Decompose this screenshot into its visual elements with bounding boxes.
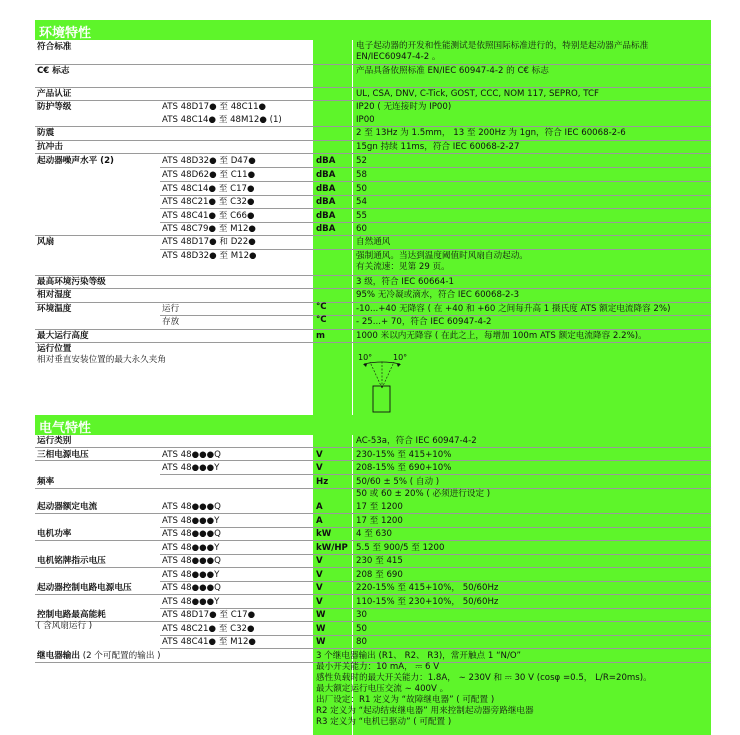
protection-value-2: IP00 bbox=[356, 115, 375, 125]
noise-unit: dBA bbox=[316, 197, 336, 207]
vibration-value: 2 至 13Hz 为 1.5mm， 13 至 200Hz 为 1gn，符合 IEC 60068-2-6 bbox=[356, 128, 626, 138]
control-voltage-model-1: ATS 48●●●Q bbox=[162, 583, 221, 593]
relay-line: 感性负载时的最大开关能力：1.8A， ∼ 230V 和 ⎓ 30 V (cosφ =0.5， L/R=20ms)。 bbox=[316, 673, 652, 683]
consumption-model: ATS 48D17● 至 C17● bbox=[162, 610, 256, 620]
noise-value: 54 bbox=[356, 197, 367, 207]
relay-label-sub: (2 个可配置的输出 ) bbox=[82, 651, 161, 661]
fan-model-2: ATS 48D32● 至 M12● bbox=[162, 251, 257, 261]
control-voltage-value-2: 110-15% 至 230+10%， 50/60Hz bbox=[356, 597, 499, 607]
noise-value: 60 bbox=[356, 224, 367, 234]
fan-value-1: 自然通风 bbox=[356, 237, 391, 247]
row-label-temperature: 环境温度 bbox=[37, 304, 72, 314]
noise-unit: dBA bbox=[316, 156, 336, 166]
row-label-consumption: 控制电路最高能耗 bbox=[37, 610, 106, 620]
rated-current-model-1: ATS 48●●●Q bbox=[162, 502, 221, 512]
section-title: 环境特性 bbox=[39, 26, 92, 41]
control-voltage-value-1: 220-15% 至 415+10%， 50/60Hz bbox=[356, 583, 499, 593]
row-label-shock: 抗冲击 bbox=[37, 142, 63, 152]
row-label-humidity: 相对湿度 bbox=[37, 290, 72, 300]
control-voltage-unit-1: V bbox=[316, 583, 323, 593]
row-label-motor-power: 电机功率 bbox=[37, 529, 72, 539]
nameplate-voltage-model-2: ATS 48●●●Y bbox=[162, 570, 220, 580]
noise-unit: dBA bbox=[316, 211, 336, 221]
consumption-note: ( 含风扇运行 ) bbox=[37, 621, 93, 631]
fan-value-2a: 强制通风。当达到温度阈值时风扇自动起动。 bbox=[356, 251, 528, 261]
consumption-value: 50 bbox=[356, 624, 367, 634]
nameplate-voltage-value-1: 230 至 415 bbox=[356, 556, 403, 566]
temperature-value-1: -10...+40 无降容 ( 在 +40 和 +60 之间每升高 1 摄氏度 ATS 额定电流降容 2%) bbox=[356, 304, 671, 314]
noise-value: 58 bbox=[356, 170, 367, 180]
noise-model: ATS 48C14● 至 C17● bbox=[162, 184, 255, 194]
protection-value-1: IP20 ( 无连接时为 IP00) bbox=[356, 102, 452, 112]
motor-power-model-1: ATS 48●●●Q bbox=[162, 529, 221, 539]
rated-current-unit-2: A bbox=[316, 516, 323, 526]
noise-model: ATS 48C79● 至 M12● bbox=[162, 224, 256, 234]
relay-line: 最大额定运行电压交流 ∼ 400V 。 bbox=[316, 684, 449, 694]
row-label-standards: 符合标准 bbox=[37, 42, 72, 52]
section-title: 电气特性 bbox=[39, 421, 92, 436]
row-label-position: 运行位置 bbox=[37, 344, 72, 354]
section-header-environment bbox=[35, 20, 711, 40]
consumption-model: ATS 48C41● 至 M12● bbox=[162, 637, 256, 647]
relay-line: 出厂设定：R1 定义为 “故障继电器” ( 可配置 ) bbox=[316, 695, 495, 705]
row-label-relay bbox=[37, 651, 161, 662]
row-label-certification: 产品认证 bbox=[37, 89, 72, 99]
protection-model-1: ATS 48D17● 至 48C11● bbox=[162, 102, 267, 112]
frequency-value-2: 50 或 60 ± 20% ( 必须进行设定 ) bbox=[356, 489, 491, 499]
angle-label-left: 10° bbox=[358, 353, 373, 362]
control-voltage-unit-2: V bbox=[316, 597, 323, 607]
row-label-control-voltage: 起动器控制电路电源电压 bbox=[37, 583, 132, 593]
motor-power-value-1: 4 至 630 bbox=[356, 529, 392, 539]
noise-model: ATS 48D62● 至 C11● bbox=[162, 170, 256, 180]
ce-mark-value: 产品具备依照标准 EN/IEC 60947-4-2 的 C€ 标志 bbox=[356, 66, 549, 76]
relay-line: R2 定义为 “起动结束继电器” 用来控制起动器旁路继电器 bbox=[316, 706, 534, 716]
temperature-unit-1: °C bbox=[316, 302, 327, 312]
rated-current-model-2: ATS 48●●●Y bbox=[162, 516, 220, 526]
relay-line: R3 定义为 “电机已驱动” ( 可配置 ) bbox=[316, 717, 452, 727]
fan-value-2b: 有关流速：见第 29 页。 bbox=[356, 262, 450, 272]
noise-unit: dBA bbox=[316, 184, 336, 194]
motor-power-unit-2: kW/HP bbox=[316, 543, 348, 553]
temperature-sub-operation: 运行 bbox=[162, 304, 180, 314]
row-label-rated-current: 起动器额定电流 bbox=[37, 502, 98, 512]
row-label-altitude: 最大运行高度 bbox=[37, 331, 89, 341]
row-label-pollution: 最高环境污染等级 bbox=[37, 277, 106, 287]
rated-current-value-2: 17 至 1200 bbox=[356, 516, 403, 526]
row-label-fan: 风扇 bbox=[37, 237, 55, 247]
certification-value: UL, CSA, DNV, C-Tick, GOST, CCC, NOM 117, SEPRO, TCF bbox=[356, 89, 599, 99]
position-subtitle: 相对垂直安装位置的最大永久夹角 bbox=[37, 355, 166, 365]
nameplate-voltage-model-1: ATS 48●●●Q bbox=[162, 556, 221, 566]
nameplate-voltage-unit-1: V bbox=[316, 556, 323, 566]
motor-power-unit-1: kW bbox=[316, 529, 332, 539]
consumption-unit: W bbox=[316, 637, 326, 647]
row-label-vibration: 防震 bbox=[37, 128, 55, 138]
relay-line: 最小开关能力：10 mA， ⎓ 6 V bbox=[316, 662, 440, 672]
rated-current-unit-1: A bbox=[316, 502, 323, 512]
shock-value: 15gn 持续 11ms，符合 IEC 60068-2-27 bbox=[356, 142, 520, 152]
motor-power-value-2: 5.5 至 900/5 至 1200 bbox=[356, 543, 445, 553]
pollution-value: 3 级，符合 IEC 60664-1 bbox=[356, 277, 454, 287]
supply-voltage-model-1: ATS 48●●●Q bbox=[162, 450, 221, 460]
supply-voltage-unit-1: V bbox=[316, 450, 323, 460]
temperature-sub-storage: 存放 bbox=[162, 317, 180, 327]
temperature-unit-2: °C bbox=[316, 315, 327, 325]
angle-label-right: 10° bbox=[393, 353, 408, 362]
frequency-unit: Hz bbox=[316, 477, 329, 487]
humidity-value: 95% 无冷凝或滴水，符合 IEC 60068-2-3 bbox=[356, 290, 520, 300]
motor-power-model-2: ATS 48●●●Y bbox=[162, 543, 220, 553]
consumption-unit: W bbox=[316, 624, 326, 634]
supply-voltage-value-1: 230-15% 至 415+10% bbox=[356, 450, 452, 460]
supply-voltage-model-2: ATS 48●●●Y bbox=[162, 463, 220, 473]
nameplate-voltage-value-2: 208 至 690 bbox=[356, 570, 403, 580]
standards-value-line2: EN/IEC60947-4-2 。 bbox=[356, 52, 441, 62]
noise-value: 50 bbox=[356, 184, 367, 194]
row-label-nameplate-voltage: 电机铭牌指示电压 bbox=[37, 556, 106, 566]
consumption-unit: W bbox=[316, 610, 326, 620]
row-label-ce-mark: C€ 标志 bbox=[37, 66, 70, 76]
category-value: AC-53a，符合 IEC 60947-4-2 bbox=[356, 436, 477, 446]
row-label-supply-voltage: 三相电源电压 bbox=[37, 450, 89, 460]
consumption-model: ATS 48C21● 至 C32● bbox=[162, 624, 255, 634]
temperature-value-2: - 25...+ 70，符合 IEC 60947-4-2 bbox=[356, 317, 492, 327]
altitude-value: 1000 米以内无降容 ( 在此之上，每增加 100m ATS 额定电流降容 2.2%)。 bbox=[356, 331, 647, 341]
noise-value: 55 bbox=[356, 211, 367, 221]
noise-value: 52 bbox=[356, 156, 367, 166]
supply-voltage-value-2: 208-15% 至 690+10% bbox=[356, 463, 452, 473]
noise-model: ATS 48C21● 至 C32● bbox=[162, 197, 255, 207]
mounting-angle-diagram bbox=[356, 358, 408, 416]
rated-current-value-1: 17 至 1200 bbox=[356, 502, 403, 512]
noise-model: ATS 48D32● 至 D47● bbox=[162, 156, 256, 166]
consumption-value: 30 bbox=[356, 610, 367, 620]
row-label-noise: 起动器噪声水平 (2) bbox=[37, 156, 114, 166]
relay-label: 继电器输出 bbox=[37, 651, 80, 661]
fan-model-1: ATS 48D17● 和 D22● bbox=[162, 237, 256, 247]
nameplate-voltage-unit-2: V bbox=[316, 570, 323, 580]
altitude-unit: m bbox=[316, 331, 325, 341]
standards-value-line1: 电子起动器的开发和性能测试是依照国际标准进行的，特别是起动器产品标准 bbox=[356, 41, 649, 51]
section-header-electrical bbox=[35, 415, 711, 435]
row-label-protection: 防护等级 bbox=[37, 102, 72, 112]
control-voltage-model-2: ATS 48●●●Y bbox=[162, 597, 220, 607]
row-label-category: 运行类别 bbox=[37, 436, 72, 446]
frequency-value-1: 50/60 ± 5% ( 自动 ) bbox=[356, 477, 440, 487]
protection-model-2: ATS 48C14● 至 48M12● (1) bbox=[162, 115, 282, 125]
relay-line: 3 个继电器输出 (R1、 R2、 R3)，常开触点 1 “N/O” bbox=[316, 651, 521, 661]
consumption-value: 80 bbox=[356, 637, 367, 647]
noise-model: ATS 48C41● 至 C66● bbox=[162, 211, 255, 221]
noise-unit: dBA bbox=[316, 170, 336, 180]
supply-voltage-unit-2: V bbox=[316, 463, 323, 473]
noise-unit: dBA bbox=[316, 224, 336, 234]
row-label-frequency: 频率 bbox=[37, 477, 55, 487]
